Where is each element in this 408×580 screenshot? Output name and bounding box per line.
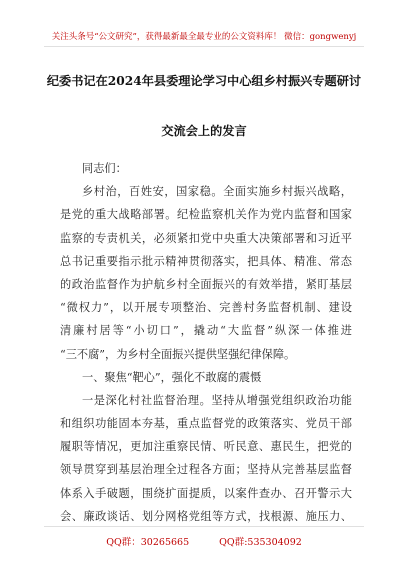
body-line: “微权力”，以开展专项整治、完善村务监督机制、建设: [60, 301, 352, 315]
body-line: 领导贯穿到基层治理全过程各方面；坚持从完善基层监督: [60, 463, 352, 477]
document-title-line1: 纪委书记在2024年县委理论学习中心组乡村振兴专题研讨: [46, 74, 362, 88]
document-title-line2: 交流会上的发言: [161, 124, 247, 138]
footer-contacts: [0, 534, 408, 548]
body-line: 体系入手破题，围绕扩面提质，以案件查办、召开警示大: [60, 486, 352, 500]
salutation: 同志们：: [82, 162, 127, 175]
footer-qq-group-1: QQ群：30265665: [106, 537, 190, 548]
document-body: [60, 157, 352, 528]
body-line: 乡村治，百姓安，国家稳。全面实施乡村振兴战略，: [82, 185, 352, 199]
body-line: “三不腐”，为乡村全面振兴提供坚强纪律保障。: [60, 347, 296, 361]
body-line: 一是深化村社监督治理。坚持从增强党组织政治功能: [82, 393, 352, 407]
section-heading: 一、聚焦“靶心”，强化不敢腐的震慑: [82, 370, 262, 384]
footer-divider: [44, 526, 364, 527]
body-line: 的政治监督作为护航乡村全面振兴的有效举措，紧盯基层: [60, 277, 352, 291]
header-divider: [44, 46, 364, 47]
footer-qq-group-2: QQ群:535304092: [219, 537, 302, 548]
body-line: 会、廉政谈话、划分网格党组等方式，找根源、施压力、: [60, 509, 352, 523]
body-line: 和组织功能固本夯基，重点监督党的政策落实、党员干部: [60, 417, 352, 431]
body-line: 清廉村居等“小切口”，撬动“大监督”纵深一体推进: [60, 324, 352, 338]
body-line: 总书记重要指示批示精神贯彻落实，把具体、精准、常态: [60, 254, 352, 268]
header-promo: 关注头条号“公文研究”，获得最新最全最专业的公文资料库！ 微信：gongwenyj: [51, 32, 357, 42]
body-line: 监察的专责机关，必须紧扣党中央重大决策部署和习近平: [60, 231, 352, 245]
body-line: 履职等情况，更加注重察民情、听民意、惠民生，把党的: [60, 440, 352, 454]
body-line: 是党的重大战略部署。纪检监察机关作为党内监督和国家: [60, 208, 352, 222]
